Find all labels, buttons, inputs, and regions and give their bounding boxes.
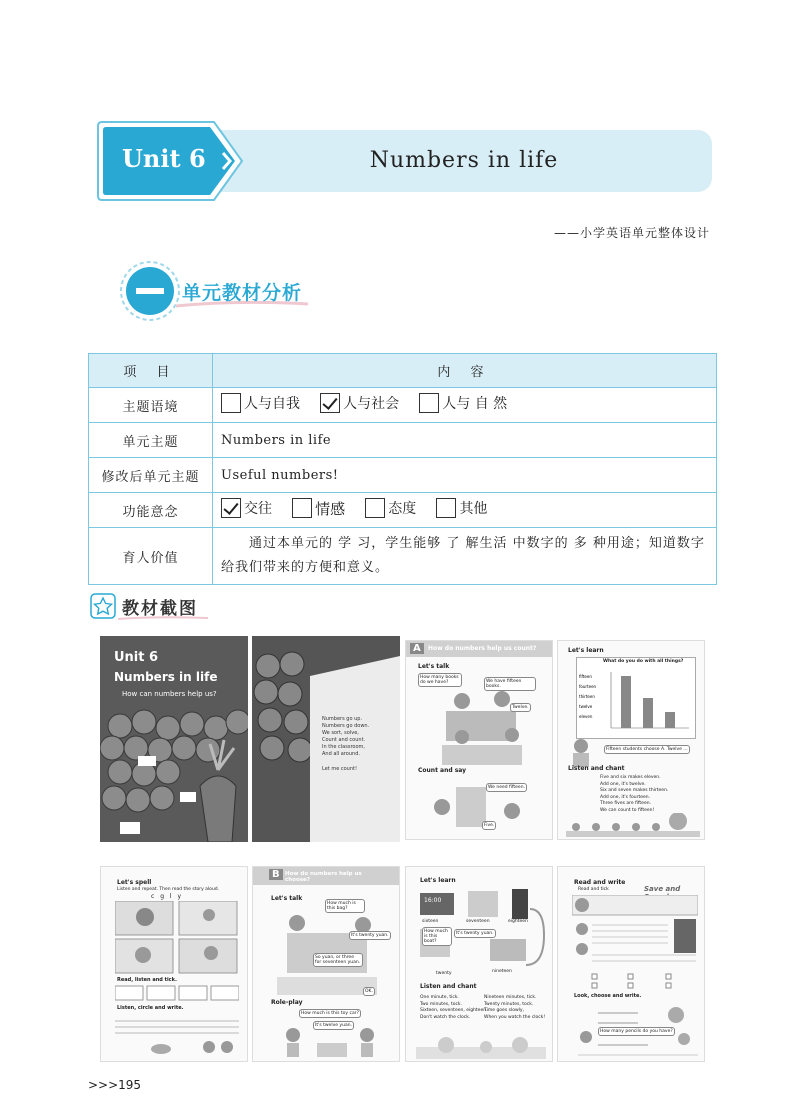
table-row: [89, 423, 717, 458]
lets-spell: Let's spell: [117, 879, 152, 886]
option-attitude[interactable]: 态度: [365, 498, 416, 518]
cover-title: Numbers in life: [114, 670, 218, 684]
lets-talk: Let's talk: [271, 895, 303, 902]
section-header: [118, 258, 318, 324]
cover-unit: Unit 6: [114, 650, 159, 665]
fruit-photo: [100, 636, 248, 842]
speech-bubble: It's twenty yuan.: [456, 931, 494, 936]
table-row: [89, 528, 717, 585]
teacher-figure: [566, 737, 596, 767]
listen-and-chant: Listen and chant: [420, 983, 477, 990]
checkbox-checked[interactable]: [221, 498, 241, 518]
svg-text:twelve: twelve: [579, 704, 593, 709]
speech-bubble: How much is this boat?: [422, 927, 452, 946]
textbook-header: [90, 592, 220, 620]
textbook-page-b: [252, 866, 400, 1062]
svg-text:eleven: eleven: [579, 714, 593, 719]
speech-bubble: It's twenty yuan.: [351, 933, 389, 938]
listen-circle-write: Listen, circle and write.: [117, 1005, 184, 1011]
svg-text:thirteen: thirteen: [579, 694, 595, 699]
option-emotion[interactable]: 情感: [292, 498, 345, 519]
checkbox[interactable]: [292, 498, 312, 518]
unit-label: Unit 6: [122, 144, 206, 173]
theme-options: [213, 388, 717, 423]
story-panels: [115, 901, 239, 975]
lets-talk: Let's talk: [418, 663, 450, 670]
value-text: 通过本单元的 学 习，学生能够 了 解生活 中数字的 多 种用途；知道数字 给我们带来的方便和意义。: [213, 528, 717, 585]
textbook-page-read: Read and write Read and tick Save and Look, choose and write. How many pencils do you have?: [557, 866, 705, 1062]
speech-bubble: It's twelve yuan.: [315, 1023, 352, 1028]
page-heading: How do numbers help us count?: [428, 645, 537, 652]
lets-learn: Let's learn: [568, 647, 604, 654]
unit-theme-label: 单元主题: [89, 423, 213, 458]
animals-illustration: [566, 813, 700, 837]
option-society[interactable]: 人与社会: [320, 393, 399, 413]
analysis-table: [88, 353, 717, 585]
speech-bubble: How much is this bag?: [325, 899, 365, 913]
look-choose-write: Look, choose and write.: [574, 993, 642, 999]
chant-left: One minute, tick. Two minutes, tock. Sixteen, seventeen, eighteen. Don't watch the clock.: [420, 995, 488, 1020]
letters: c g l y: [151, 893, 184, 900]
function-label: 功能意念: [89, 493, 213, 528]
option-self[interactable]: 人与自我: [221, 393, 300, 413]
section-title: 单元教材分析: [182, 282, 303, 304]
textbook-page-learn: [557, 640, 705, 840]
header-content: 内 容: [213, 354, 717, 388]
page-number: >>>195: [88, 1078, 142, 1092]
count-and-say: Count and say: [418, 767, 467, 774]
story-illustration: [572, 895, 698, 971]
speech-bubble: Twelve.: [512, 705, 529, 710]
speech-bubble: We have fifteen books.: [484, 677, 536, 691]
table-row: [89, 388, 717, 423]
speech-bubble: OK.: [365, 989, 373, 994]
speech-bubble: Five.: [484, 823, 495, 828]
chant-right: Nineteen minutes, tick. Twenty minutes, tock. Time goes slowly, When you watch the clock!: [484, 995, 546, 1020]
option-communication[interactable]: 交往: [221, 498, 272, 518]
option-other[interactable]: 其他: [436, 498, 487, 518]
cover-chant: Numbers go up. Numbers go down. We sort, solve, Count and count. In the classroom, And all around. Let me count!: [322, 716, 370, 772]
tick-boxes: [572, 973, 698, 991]
checkbox[interactable]: [221, 393, 241, 413]
role-play: Role-play: [271, 999, 303, 1006]
unit-banner: [96, 118, 712, 204]
chart-board: What do you do with all things? fifteen fourteen thirteen twelve eleven: [576, 657, 696, 739]
textbook-page-cover-right: [252, 636, 400, 842]
textbook-page-cover: [100, 636, 248, 842]
part-tag: B: [269, 869, 283, 880]
save-spend-title: Save and: [644, 885, 681, 893]
lets-learn: Let's learn: [420, 877, 456, 884]
speech-bubble: So yuan, or three for seventeen yuan.: [313, 953, 363, 967]
speech-bubble: How many pencils do you have?: [600, 1029, 673, 1034]
unit-title: Numbers in life: [369, 148, 559, 173]
revised-theme-value: Useful numbers!: [213, 458, 717, 493]
speech-bubble: How much is this toy car?: [301, 1011, 359, 1016]
speech-bubble: Fifteen students choose A. Twelve ...: [606, 747, 688, 752]
part-tag: A: [410, 643, 424, 654]
clock-display: 16:00: [424, 897, 442, 904]
textbook-page-a: [405, 640, 553, 840]
checkbox[interactable]: [436, 498, 456, 518]
table-row: [89, 493, 717, 528]
page-heading: How do numbers help us choose?: [285, 871, 362, 883]
function-options: [213, 493, 717, 528]
checkbox[interactable]: [365, 498, 385, 518]
revised-theme-label: 修改后单元主题: [89, 458, 213, 493]
subtitle: ——小学英语单元整体设计: [553, 226, 710, 240]
svg-text:fourteen: fourteen: [579, 684, 597, 689]
speech-bubble: How many books do we have?: [418, 673, 462, 687]
word-boxes: [115, 985, 239, 1001]
svg-text:fifteen: fifteen: [579, 674, 592, 679]
header-item: 项 目: [89, 354, 213, 388]
chant-text: Five and six makes eleven. Add one, it's twelve. Six and seven makes thirteen. Add one, it's fourteen. Three fives are fifteen. We can count to fifteen!: [600, 775, 669, 813]
table-row: [89, 458, 717, 493]
clock-illustration: [416, 1033, 546, 1059]
shop-illustration: [267, 903, 393, 999]
checkbox[interactable]: [419, 393, 439, 413]
theme-label: 主题语境: [89, 388, 213, 423]
bar-chart: [577, 666, 695, 738]
value-label: 育人价值: [89, 528, 213, 585]
unit-theme-value: Numbers in life: [213, 423, 717, 458]
textbook-page-learn-2: Let's learn 16:00 sixteen seventeen eighteen How much is this boat? It's twenty yuan. twenty nineteen Listen and chant One minute, tick. Two minutes, tock. Sixteen, seventeen, eighteen. Don't watch the clock. Nineteen minutes, tick. Twenty minutes, tock. Time goes slowly, When you watch the clock!: [405, 866, 553, 1062]
listen-and-chant: Listen and chant: [568, 765, 625, 772]
read-listen-tick: Read, listen and tick.: [117, 977, 177, 983]
roleplay-illustration: [283, 1013, 383, 1059]
checkbox-checked[interactable]: [320, 393, 340, 413]
cover-question: How can numbers help us?: [122, 690, 217, 698]
textbook-page-spell: Let's spell Listen and repeat. Then read the story aloud. c g l y Read, listen and tick. Listen, circle and write.: [100, 866, 248, 1062]
speech-bubble: We need fifteen.: [488, 785, 525, 790]
option-nature[interactable]: 人与 自 然: [419, 393, 507, 413]
writing-lines: [115, 1013, 239, 1059]
read-and-write: Read and write: [574, 879, 626, 886]
textbook-title: 教材截图: [122, 599, 198, 619]
